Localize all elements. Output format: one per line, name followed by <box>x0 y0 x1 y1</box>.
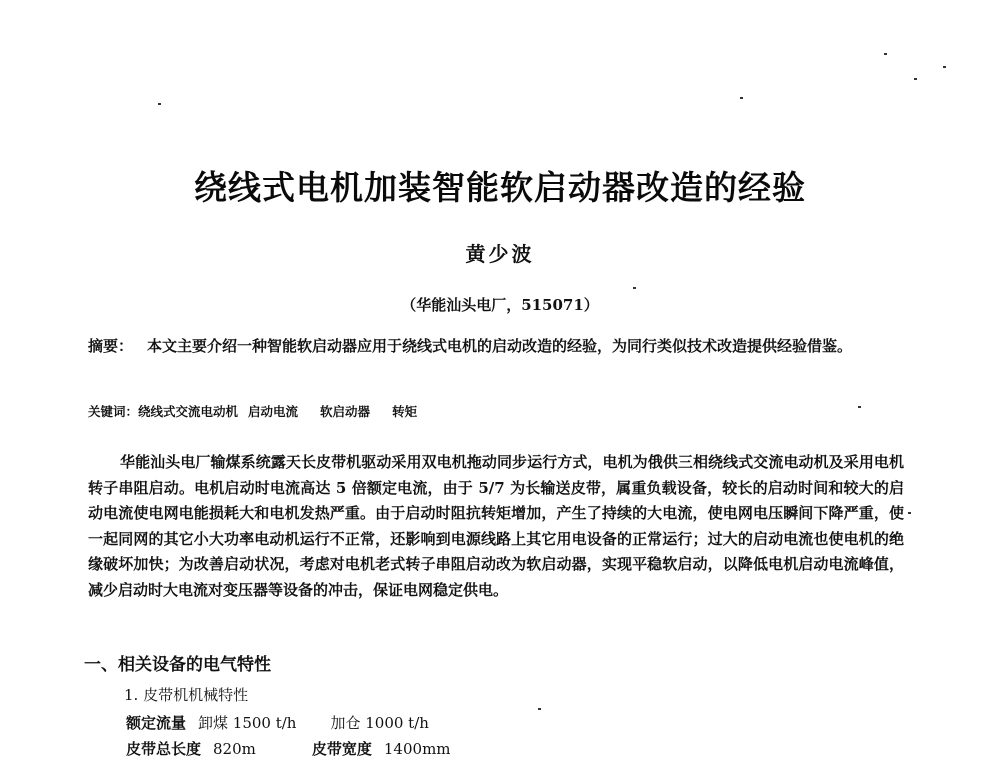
scan-speck <box>943 66 946 68</box>
spec-value: 820m <box>213 740 256 758</box>
spec-value: 卸煤 1500 t/h <box>198 714 297 732</box>
scan-speck <box>740 97 743 99</box>
abstract-text: 本文主要介绍一种智能软启动器应用于绕线式电机的启动改造的经验，为同行类似技术改造提供经验借鉴。 <box>147 337 853 355</box>
keyword-item: 启动电流 <box>248 404 299 419</box>
abstract <box>88 334 906 358</box>
scan-speck <box>538 708 541 710</box>
paper-title: 绕线式电机加装智能软启动器改造的经验 <box>194 168 806 207</box>
spec-row-belt <box>126 738 451 759</box>
subsection-heading: 1. 皮带机机械特性 <box>124 686 249 704</box>
spec-row-flow <box>126 712 429 733</box>
section-heading: 一、相关设备的电气特性 <box>84 655 271 675</box>
scan-speck <box>158 103 161 105</box>
spec-value: 1400mm <box>383 740 451 758</box>
keyword-item: 软启动器 <box>320 404 371 419</box>
spec-label: 额定流量 <box>126 714 187 732</box>
keyword-item: 转矩 <box>392 404 418 419</box>
spec-label: 皮带总长度 <box>126 740 202 758</box>
keywords <box>88 402 906 420</box>
scan-speck <box>884 53 887 55</box>
spec-label: 皮带宽度 <box>311 740 372 758</box>
abstract-label: 摘要： <box>88 337 134 355</box>
body-paragraph: 华能汕头电厂输煤系统露天长皮带机驱动采用双电机拖动同步运行方式，电机为俄供三相绕线式交流电动机及采用电机转子串阻启动。电机启动时电流高达 5 倍额定电流，由于 5/7 为长输送皮带，属重负载设备，较长的启动时间和较大的启动电流使电网电能损耗大和电机发热严重。由于启动时阻抗转矩增加，产生了持续的大电流，使电网电压瞬间下降严重，使一起同网的其它小大功率电动机运行不正常，还影响到电源线路上其它用电设备的正常运行；过大的启动电流也使电机的绝缘破坏加快；为改善启动状况，考虑对电机老式转子串阻启动改为软启动器，实现平稳软启动，以降低电机启动电流峰值，减少启动时大电流对变压器等设备的冲击，保证电网稳定供电。 <box>88 453 904 599</box>
scan-speck <box>633 287 636 289</box>
author-name: 黄少波 <box>465 242 535 266</box>
spec-value: 加仓 1000 t/h <box>330 714 429 732</box>
keywords-label: 关键词： <box>88 404 139 419</box>
keyword-item: 绕线式交流电动机 <box>138 404 239 419</box>
scan-speck <box>908 512 911 514</box>
scan-speck <box>914 78 917 80</box>
author-affiliation: （华能汕头电厂，515071） <box>401 296 599 314</box>
